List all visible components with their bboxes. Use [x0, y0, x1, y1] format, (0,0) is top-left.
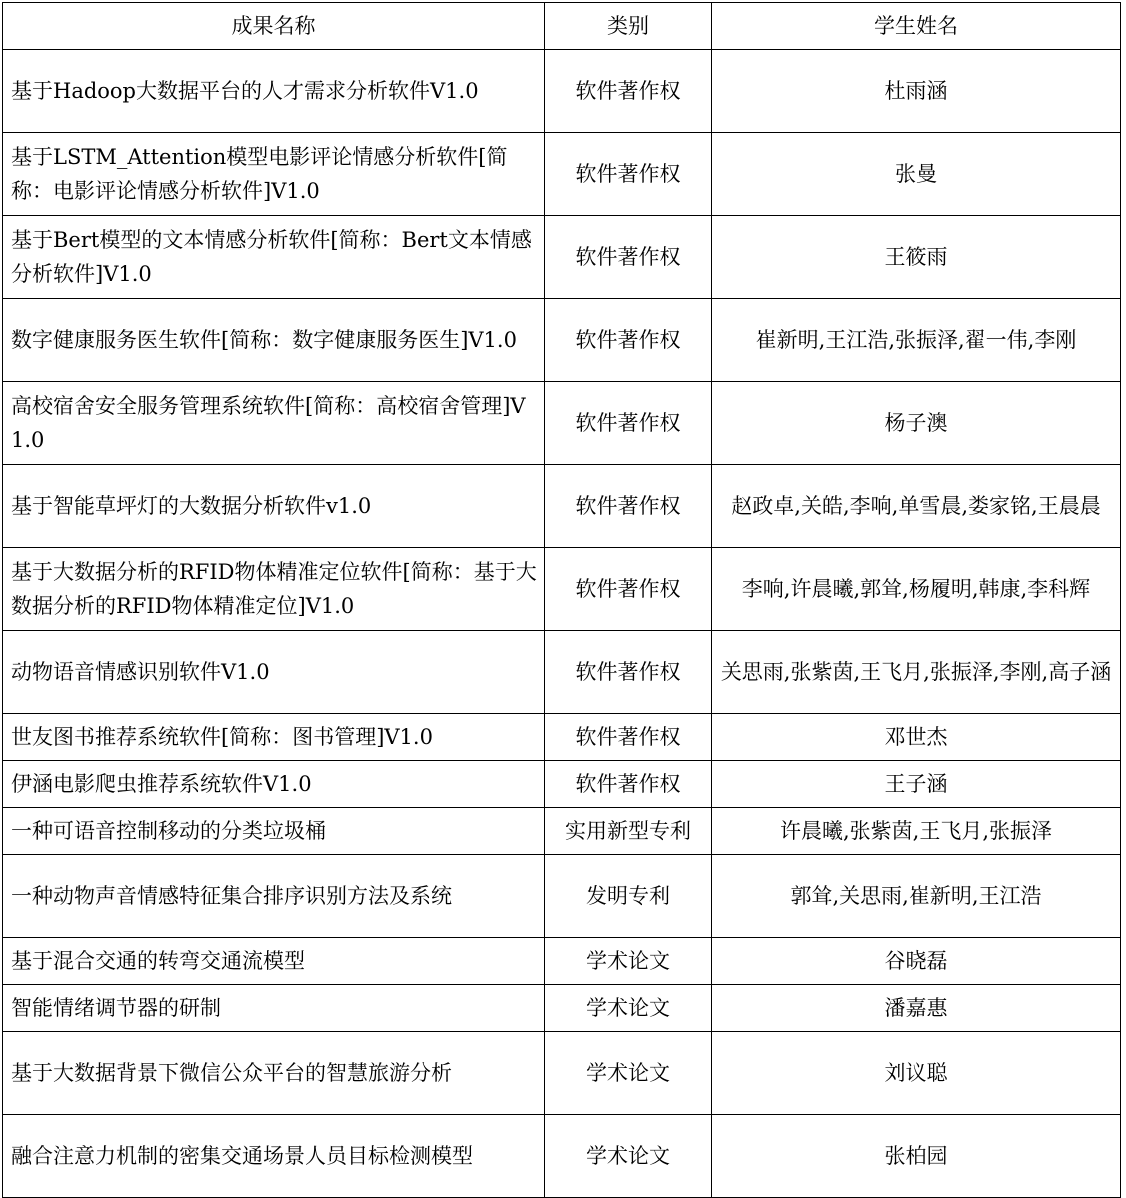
student-names-cell: 潘嘉惠	[712, 985, 1121, 1032]
achievement-name-cell: 伊涵电影爬虫推荐系统软件V1.0	[3, 761, 545, 808]
student-names-cell: 邓世杰	[712, 714, 1121, 761]
category-cell: 软件著作权	[545, 714, 712, 761]
achievement-name-cell: 动物语音情感识别软件V1.0	[3, 631, 545, 714]
category-cell: 软件著作权	[545, 548, 712, 631]
student-names-cell: 李响,许晨曦,郭耸,杨履明,韩康,李科辉	[712, 548, 1121, 631]
table-row	[3, 761, 1121, 808]
table-row	[3, 548, 1121, 631]
table-row	[3, 714, 1121, 761]
header-achievement-name: 成果名称	[3, 3, 545, 50]
achievement-name-cell: 高校宿舍安全服务管理系统软件[简称：高校宿舍管理]V1.0	[3, 382, 545, 465]
table-row	[3, 1115, 1121, 1198]
achievement-name-cell: 一种动物声音情感特征集合排序识别方法及系统	[3, 855, 545, 938]
table-row	[3, 855, 1121, 938]
table-row	[3, 938, 1121, 985]
header-student-names: 学生姓名	[712, 3, 1121, 50]
table-row	[3, 299, 1121, 382]
achievement-name-cell: 融合注意力机制的密集交通场景人员目标检测模型	[3, 1115, 545, 1198]
student-names-cell: 郭耸,关思雨,崔新明,王江浩	[712, 855, 1121, 938]
student-names-cell: 张柏园	[712, 1115, 1121, 1198]
category-cell: 学术论文	[545, 1115, 712, 1198]
student-names-cell: 王子涵	[712, 761, 1121, 808]
table-row	[3, 216, 1121, 299]
achievement-name-cell: 基于Bert模型的文本情感分析软件[简称：Bert文本情感分析软件]V1.0	[3, 216, 545, 299]
category-cell: 软件著作权	[545, 299, 712, 382]
category-cell: 软件著作权	[545, 761, 712, 808]
student-names-cell: 许晨曦,张紫茵,王飞月,张振泽	[712, 808, 1121, 855]
category-cell: 软件著作权	[545, 216, 712, 299]
achievement-name-cell: 世友图书推荐系统软件[简称：图书管理]V1.0	[3, 714, 545, 761]
achievement-name-cell: 基于Hadoop大数据平台的人才需求分析软件V1.0	[3, 50, 545, 133]
category-cell: 软件著作权	[545, 133, 712, 216]
student-names-cell: 刘议聪	[712, 1032, 1121, 1115]
student-names-cell: 赵政卓,关皓,李响,单雪晨,娄家铭,王晨晨	[712, 465, 1121, 548]
student-names-cell: 关思雨,张紫茵,王飞月,张振泽,李刚,高子涵	[712, 631, 1121, 714]
table-row	[3, 808, 1121, 855]
table-row	[3, 133, 1121, 216]
header-row	[3, 3, 1121, 50]
category-cell: 学术论文	[545, 985, 712, 1032]
category-cell: 学术论文	[545, 1032, 712, 1115]
student-names-cell: 张曼	[712, 133, 1121, 216]
student-names-cell: 崔新明,王江浩,张振泽,翟一伟,李刚	[712, 299, 1121, 382]
achievement-name-cell: 基于混合交通的转弯交通流模型	[3, 938, 545, 985]
table-body	[3, 50, 1121, 1198]
category-cell: 软件著作权	[545, 631, 712, 714]
student-names-cell: 杜雨涵	[712, 50, 1121, 133]
achievement-name-cell: 智能情绪调节器的研制	[3, 985, 545, 1032]
achievement-name-cell: 基于大数据分析的RFID物体精准定位软件[简称：基于大数据分析的RFID物体精准定位]V1.0	[3, 548, 545, 631]
category-cell: 软件著作权	[545, 465, 712, 548]
achievement-name-cell: 数字健康服务医生软件[简称：数字健康服务医生]V1.0	[3, 299, 545, 382]
table-row	[3, 50, 1121, 133]
table-row	[3, 465, 1121, 548]
category-cell: 学术论文	[545, 938, 712, 985]
table-row	[3, 1032, 1121, 1115]
achievement-name-cell: 一种可语音控制移动的分类垃圾桶	[3, 808, 545, 855]
table-row	[3, 631, 1121, 714]
table-row	[3, 985, 1121, 1032]
category-cell: 发明专利	[545, 855, 712, 938]
table-header	[3, 3, 1121, 50]
category-cell: 软件著作权	[545, 50, 712, 133]
category-cell: 软件著作权	[545, 382, 712, 465]
category-cell: 实用新型专利	[545, 808, 712, 855]
student-names-cell: 王筱雨	[712, 216, 1121, 299]
achievement-name-cell: 基于LSTM_Attention模型电影评论情感分析软件[简称：电影评论情感分析软件]V1.0	[3, 133, 545, 216]
achievement-name-cell: 基于智能草坪灯的大数据分析软件v1.0	[3, 465, 545, 548]
student-names-cell: 谷晓磊	[712, 938, 1121, 985]
achievement-name-cell: 基于大数据背景下微信公众平台的智慧旅游分析	[3, 1032, 545, 1115]
table-row	[3, 382, 1121, 465]
results-table	[2, 2, 1121, 1198]
student-names-cell: 杨子澳	[712, 382, 1121, 465]
header-category: 类别	[545, 3, 712, 50]
